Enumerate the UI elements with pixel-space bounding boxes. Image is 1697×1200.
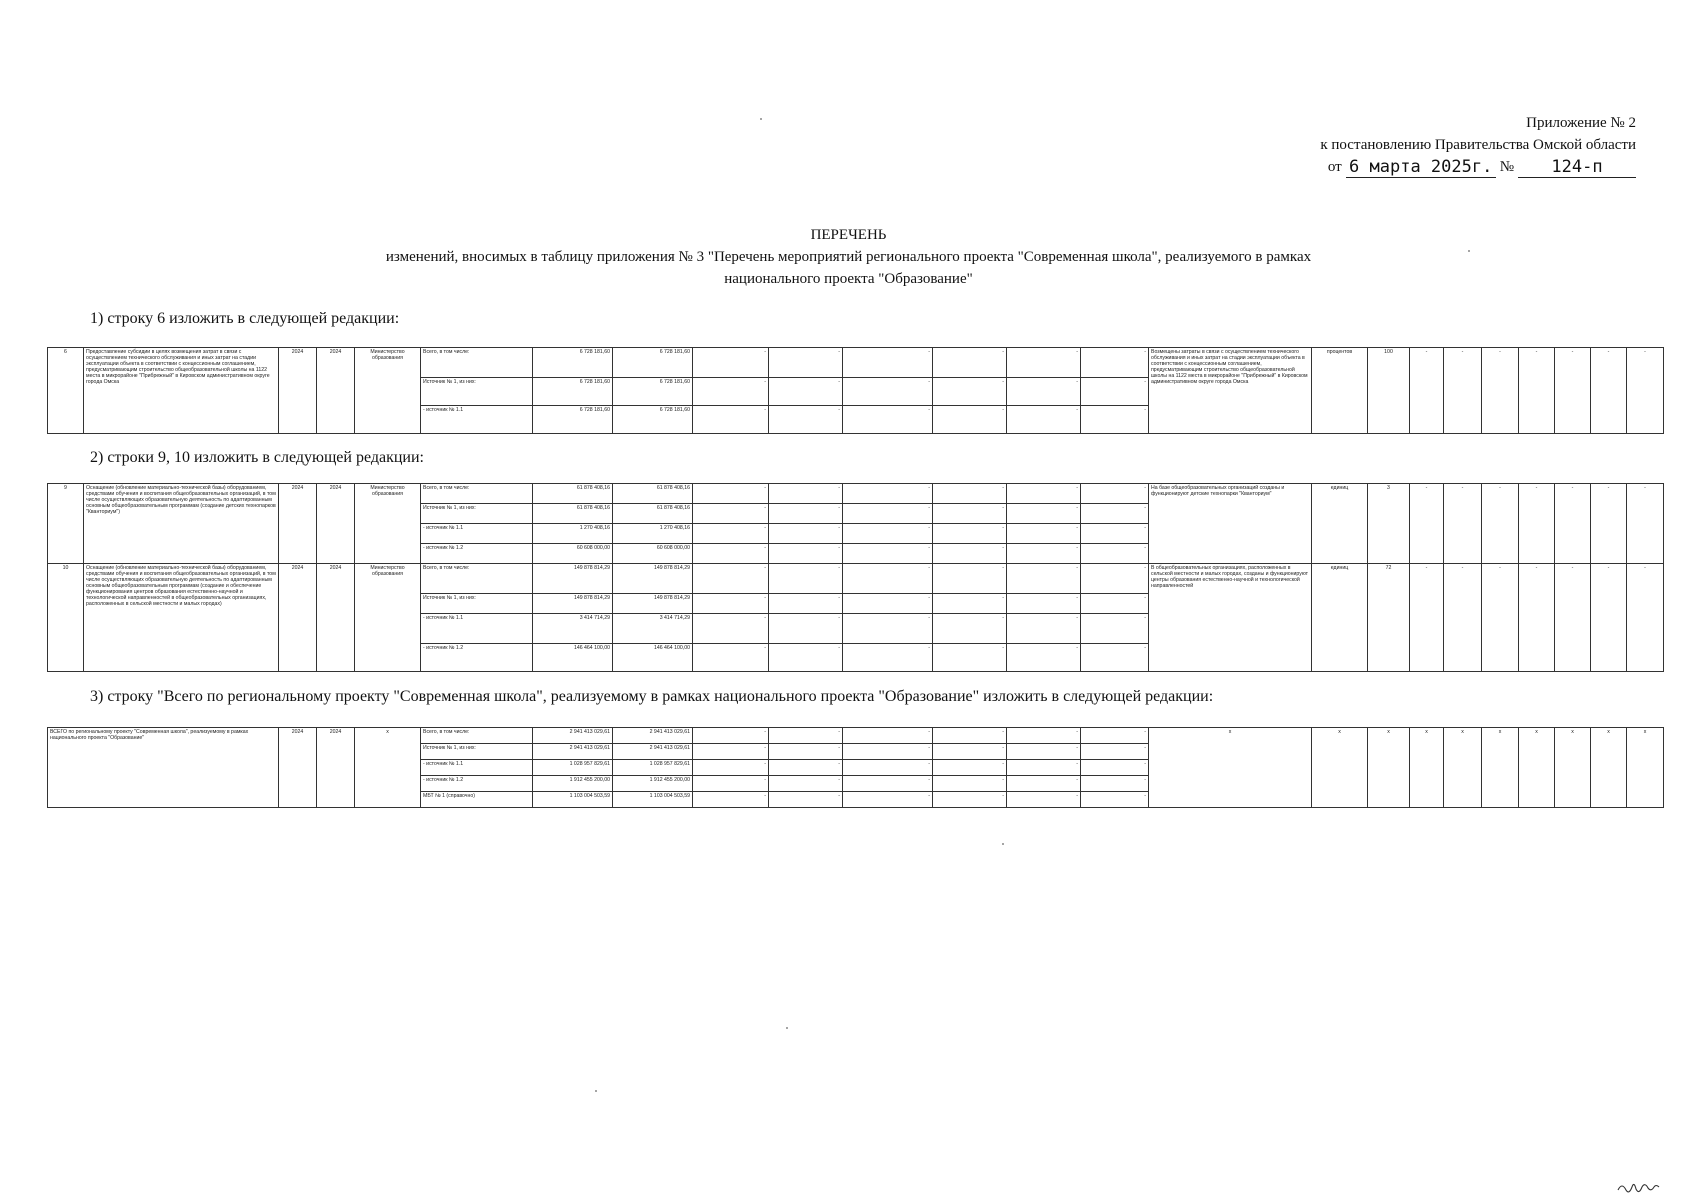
source-label: - источник № 1.1 <box>421 406 533 434</box>
source-label: Всего, в том числе: <box>421 728 533 744</box>
dash-cell: - <box>1081 504 1149 524</box>
dash-cell: - <box>1081 484 1149 504</box>
dash-cell: - <box>933 744 1007 760</box>
dash-cell: - <box>933 776 1007 792</box>
document-title <box>0 224 1697 290</box>
amount-year: 61 878 408,16 <box>613 484 693 504</box>
x-cell: х <box>1519 728 1555 808</box>
scan-speck <box>1002 843 1004 845</box>
amount-total: 1 103 004 503,59 <box>533 792 613 808</box>
amount-year: 1 028 957 829,61 <box>613 760 693 776</box>
dash-cell: - <box>1081 406 1149 434</box>
x-cell: х <box>1627 728 1664 808</box>
source-label: Всего, в том числе: <box>421 484 533 504</box>
source-label: Всего, в том числе: <box>421 564 533 594</box>
dash-cell: - <box>1007 594 1081 614</box>
unit: единиц <box>1312 564 1368 672</box>
x-cell: х <box>1149 728 1312 808</box>
table-row <box>48 348 1664 378</box>
dash-cell: - <box>693 594 769 614</box>
unit: процентов <box>1312 348 1368 434</box>
dash-cell: - <box>1081 792 1149 808</box>
dash-cell: - <box>769 544 843 564</box>
dash-cell: - <box>843 728 933 744</box>
dash-cell: - <box>1007 378 1081 406</box>
dash-cell: - <box>1519 564 1555 672</box>
dash-cell: - <box>1444 484 1482 564</box>
year-end: 2024 <box>317 564 355 672</box>
source-label: Источник № 1, из них: <box>421 594 533 614</box>
amount-total: 1 270 408,16 <box>533 524 613 544</box>
dash-cell: - <box>693 792 769 808</box>
unit: единиц <box>1312 484 1368 564</box>
year-start: 2024 <box>279 348 317 434</box>
measure-name: Предоставление субсидии в целях возмещения затрат в связи с осуществлением технического обслуживания и иных затрат на стадии эксплуатации объекта в соответствии с концессионным соглашением, предусматривающим строительство общеобразовательной школы на 1122 места в микрорайоне "Прибрежный" в Кировском административном округе города Омска <box>84 348 279 434</box>
result-description: На базе общеобразовательных организаций созданы и функционируют детские технопарки "Кванториум" <box>1149 484 1312 564</box>
dash-cell: - <box>1591 484 1627 564</box>
dash-cell: - <box>1081 564 1149 594</box>
dash-cell: - <box>769 792 843 808</box>
source-label: Источник № 1, из них: <box>421 504 533 524</box>
dash-cell: - <box>769 776 843 792</box>
dash-cell: - <box>1081 378 1149 406</box>
dash-cell: - <box>769 644 843 672</box>
handwritten-number: 124-п <box>1518 157 1636 178</box>
amount-total: 1 912 455 200,00 <box>533 776 613 792</box>
dash-cell: - <box>1081 348 1149 378</box>
dash-cell: - <box>843 760 933 776</box>
dash-cell: - <box>693 564 769 594</box>
dash-cell: - <box>1519 484 1555 564</box>
year-start: 2024 <box>279 728 317 808</box>
dash-cell: - <box>769 594 843 614</box>
dash-cell: - <box>769 744 843 760</box>
amount-year: 6 728 181,60 <box>613 406 693 434</box>
dash-cell: - <box>933 614 1007 644</box>
dash-cell: - <box>693 524 769 544</box>
amount-total: 61 878 408,16 <box>533 484 613 504</box>
dash-cell: - <box>933 378 1007 406</box>
dash-cell: - <box>1627 484 1664 564</box>
amount-year: 1 912 455 200,00 <box>613 776 693 792</box>
handwritten-date: 6 марта 2025г. <box>1346 157 1496 178</box>
result-description: Возмещены затраты в связи с осуществлением технического обслуживания и иных затрат на стадии эксплуатации объекта в соответствии с концессионным соглашением, предусматривающим строительство общеобразовательной школы на 1122 места в микрорайоне "Прибрежный" в Кировском административном округе города Омска <box>1149 348 1312 434</box>
dash-cell: - <box>1007 614 1081 644</box>
source-label: - источник № 1.2 <box>421 544 533 564</box>
dash-cell: - <box>933 792 1007 808</box>
dash-cell: - <box>1519 348 1555 434</box>
table-row-6 <box>47 347 1664 434</box>
ot-label: от <box>1327 159 1342 175</box>
source-label: Всего, в том числе: <box>421 348 533 378</box>
executor: Министерство образования <box>355 484 421 564</box>
amount-total: 6 728 181,60 <box>533 378 613 406</box>
dash-cell: - <box>769 348 843 378</box>
x-cell: х <box>1482 728 1519 808</box>
amount-year: 61 878 408,16 <box>613 504 693 524</box>
dash-cell: - <box>769 614 843 644</box>
dash-cell: - <box>933 484 1007 504</box>
dash-cell: - <box>933 728 1007 744</box>
scan-speck <box>595 1090 597 1092</box>
amount-total: 1 028 957 829,61 <box>533 760 613 776</box>
amount-year: 149 878 814,29 <box>613 594 693 614</box>
dash-cell: - <box>693 544 769 564</box>
dash-cell: - <box>1007 564 1081 594</box>
dash-cell: - <box>933 564 1007 594</box>
table-row <box>48 484 1664 504</box>
dash-cell: - <box>1410 348 1444 434</box>
dash-cell: - <box>693 406 769 434</box>
source-label: - источник № 1.1 <box>421 524 533 544</box>
dash-cell: - <box>843 644 933 672</box>
executor: Министерство образования <box>355 564 421 672</box>
amount-year: 3 414 714,29 <box>613 614 693 644</box>
amount-year: 149 878 814,29 <box>613 564 693 594</box>
year-end: 2024 <box>317 728 355 808</box>
amount-total: 146 464 100,00 <box>533 644 613 672</box>
signature-mark <box>1616 1180 1666 1196</box>
dash-cell: - <box>1007 504 1081 524</box>
amount-year: 6 728 181,60 <box>613 348 693 378</box>
dash-cell: - <box>933 544 1007 564</box>
dash-cell: - <box>1081 744 1149 760</box>
dash-cell: - <box>843 594 933 614</box>
amount-total: 6 728 181,60 <box>533 348 613 378</box>
section-1-heading: 1) строку 6 изложить в следующей редакции: <box>90 310 400 327</box>
dash-cell: - <box>769 524 843 544</box>
dash-cell: - <box>1555 484 1591 564</box>
dash-cell: - <box>1081 544 1149 564</box>
x-cell: х <box>1368 728 1410 808</box>
dash-cell: - <box>1081 760 1149 776</box>
dash-cell: - <box>693 348 769 378</box>
dash-cell: - <box>1591 348 1627 434</box>
scan-speck <box>786 1027 788 1029</box>
dash-cell: - <box>843 524 933 544</box>
x-cell: х <box>1312 728 1368 808</box>
dash-cell: - <box>1081 524 1149 544</box>
number-label: № <box>1499 159 1514 175</box>
amount-total: 6 728 181,60 <box>533 406 613 434</box>
amount-total: 2 941 413 029,61 <box>533 744 613 760</box>
scan-speck <box>1468 250 1470 252</box>
dash-cell: - <box>769 760 843 776</box>
result-description: В общеобразовательных организациях, расположенных в сельской местности и малых городах, созданы и функционируют центры образования естественно-научной и технологической направленностей <box>1149 564 1312 672</box>
year-end: 2024 <box>317 484 355 564</box>
year-start: 2024 <box>279 564 317 672</box>
scan-speck <box>760 118 762 120</box>
dash-cell: - <box>933 644 1007 672</box>
dash-cell: - <box>843 564 933 594</box>
dash-cell: - <box>769 728 843 744</box>
dash-cell: - <box>693 728 769 744</box>
row-number: 10 <box>48 564 84 672</box>
dash-cell: - <box>1410 484 1444 564</box>
appendix-decree: к постановлению Правительства Омской области <box>1320 137 1636 153</box>
amount-year: 1 270 408,16 <box>613 524 693 544</box>
dash-cell: - <box>1081 776 1149 792</box>
dash-cell: - <box>843 406 933 434</box>
amount-total: 3 414 714,29 <box>533 614 613 644</box>
dash-cell: - <box>1081 644 1149 672</box>
section-2-heading: 2) строки 9, 10 изложить в следующей редакции: <box>90 449 424 466</box>
title-line-1: ПЕРЕЧЕНЬ <box>810 227 887 243</box>
x-cell: х <box>1410 728 1444 808</box>
table-rows-9-10 <box>47 483 1664 672</box>
dash-cell: - <box>693 504 769 524</box>
dash-cell: - <box>1007 744 1081 760</box>
dash-cell: - <box>769 378 843 406</box>
table-row <box>48 564 1664 594</box>
amount-total: 61 878 408,16 <box>533 504 613 524</box>
dash-cell: - <box>843 744 933 760</box>
measure-name: Оснащение (обновление материально-технической базы) оборудованием, средствами обучения и воспитания общеобразовательных организаций, в том числе осуществляющих образовательную деятельность по адаптированным основным общеобразовательным программам (создание и обеспечение функционирования центров образования естественно-научной и технологической направленностей в общеобразовательных организациях, расположенных в сельской местности и малых городах) <box>84 564 279 672</box>
row-number: 9 <box>48 484 84 564</box>
x-cell: х <box>1591 728 1627 808</box>
dash-cell: - <box>933 760 1007 776</box>
dash-cell: - <box>1007 644 1081 672</box>
dash-cell: - <box>1555 564 1591 672</box>
dash-cell: - <box>693 744 769 760</box>
dash-cell: - <box>843 504 933 524</box>
section-3-heading: 3) строку "Всего по региональному проекту "Современная школа", реализуемому в рамках национального проекта "Образование" изложить в следующей редакции: <box>90 688 1214 705</box>
amount-year: 146 464 100,00 <box>613 644 693 672</box>
dash-cell: - <box>1627 564 1664 672</box>
amount-total: 60 608 000,00 <box>533 544 613 564</box>
source-label: - источник № 1.2 <box>421 776 533 792</box>
amount-year: 6 728 181,60 <box>613 378 693 406</box>
indicator-value: 3 <box>1368 484 1410 564</box>
dash-cell: - <box>1007 776 1081 792</box>
amount-total: 149 878 814,29 <box>533 594 613 614</box>
dash-cell: - <box>693 760 769 776</box>
dash-cell: - <box>843 378 933 406</box>
dash-cell: - <box>1007 760 1081 776</box>
dash-cell: - <box>1555 348 1591 434</box>
executor: Министерство образования <box>355 348 421 434</box>
dash-cell: - <box>1444 348 1482 434</box>
dash-cell: - <box>1007 728 1081 744</box>
source-label: МБТ № 1 (справочно) <box>421 792 533 808</box>
x-cell: х <box>1555 728 1591 808</box>
dash-cell: - <box>1007 406 1081 434</box>
dash-cell: - <box>693 776 769 792</box>
dash-cell: - <box>933 348 1007 378</box>
title-line-2: изменений, вносимых в таблицу приложения № 3 "Перечень мероприятий регионального проекта "Современная школа", реализуемого в рамках <box>385 249 1312 265</box>
amount-year: 1 103 004 503,59 <box>613 792 693 808</box>
dash-cell: - <box>769 564 843 594</box>
dash-cell: - <box>1007 544 1081 564</box>
amount-year: 60 608 000,00 <box>613 544 693 564</box>
x-cell: х <box>1444 728 1482 808</box>
source-label: - источник № 1.1 <box>421 614 533 644</box>
dash-cell: - <box>1081 594 1149 614</box>
dash-cell: - <box>769 406 843 434</box>
dash-cell: - <box>843 484 933 504</box>
appendix-header <box>1320 112 1636 178</box>
dash-cell: - <box>1410 564 1444 672</box>
dash-cell: - <box>1007 524 1081 544</box>
table-row <box>48 728 1664 744</box>
dash-cell: - <box>1591 564 1627 672</box>
dash-cell: - <box>1482 348 1519 434</box>
amount-total: 149 878 814,29 <box>533 564 613 594</box>
dash-cell: - <box>769 504 843 524</box>
appendix-date-line <box>1320 156 1636 178</box>
dash-cell: - <box>1482 564 1519 672</box>
dash-cell: - <box>1482 484 1519 564</box>
source-label: Источник № 1, из них: <box>421 744 533 760</box>
dash-cell: - <box>843 792 933 808</box>
year-end: 2024 <box>317 348 355 434</box>
amount-year: 2 941 413 029,61 <box>613 728 693 744</box>
dash-cell: - <box>843 614 933 644</box>
executor: х <box>355 728 421 808</box>
dash-cell: - <box>843 348 933 378</box>
dash-cell: - <box>1444 564 1482 672</box>
dash-cell: - <box>843 544 933 564</box>
dash-cell: - <box>933 524 1007 544</box>
dash-cell: - <box>843 776 933 792</box>
dash-cell: - <box>693 378 769 406</box>
dash-cell: - <box>933 406 1007 434</box>
row-number: 6 <box>48 348 84 434</box>
amount-total: 2 941 413 029,61 <box>533 728 613 744</box>
dash-cell: - <box>1007 792 1081 808</box>
dash-cell: - <box>769 484 843 504</box>
amount-year: 2 941 413 029,61 <box>613 744 693 760</box>
source-label: - источник № 1.1 <box>421 760 533 776</box>
dash-cell: - <box>933 504 1007 524</box>
table-total <box>47 727 1664 808</box>
source-label: Источник № 1, из них: <box>421 378 533 406</box>
measure-name: Оснащение (обновление материально-технической базы) оборудованием, средствами обучения и воспитания общеобразовательных организаций, в том числе осуществляющих образовательную деятельность по адаптированным основным общеобразовательным программам (создание детских технопарков "Кванториум") <box>84 484 279 564</box>
dash-cell: - <box>1627 348 1664 434</box>
title-line-3: национального проекта "Образование" <box>724 271 973 287</box>
appendix-number: Приложение № 2 <box>1526 115 1636 131</box>
dash-cell: - <box>933 594 1007 614</box>
total-name: ВСЕГО по региональному проекту "Современная школа", реализуемому в рамках национального проекта "Образование" <box>48 728 279 808</box>
dash-cell: - <box>693 614 769 644</box>
source-label: - источник № 1.2 <box>421 644 533 672</box>
dash-cell: - <box>693 644 769 672</box>
year-start: 2024 <box>279 484 317 564</box>
dash-cell: - <box>1007 484 1081 504</box>
dash-cell: - <box>1081 614 1149 644</box>
dash-cell: - <box>693 484 769 504</box>
indicator-value: 72 <box>1368 564 1410 672</box>
dash-cell: - <box>1081 728 1149 744</box>
indicator-value: 100 <box>1368 348 1410 434</box>
dash-cell: - <box>1007 348 1081 378</box>
